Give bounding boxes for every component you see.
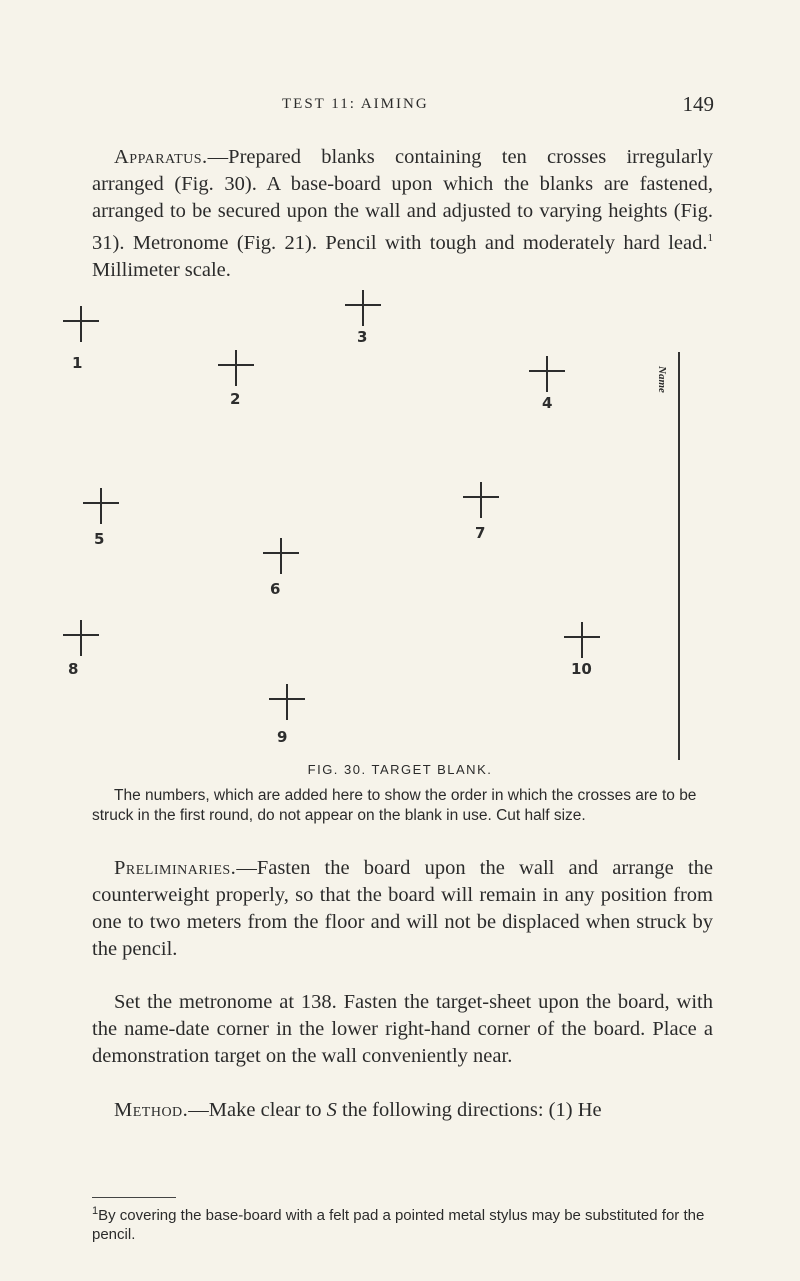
preliminaries-label: Preliminaries. [114, 857, 237, 879]
cross-number: 7 [475, 524, 486, 542]
cross-marker [463, 482, 499, 518]
cross-marker [63, 306, 99, 342]
method-paragraph [92, 1097, 713, 1124]
name-margin-rule [678, 352, 680, 760]
figure-note: The numbers, which are added here to show the order in which the crosses are to be struck in the first round, do not appear on the blank in use. Cut half size. [92, 787, 697, 824]
footnote-ref: 1 [707, 232, 713, 244]
running-head-title: TEST 11: AIMING [282, 96, 429, 112]
metronome-paragraph: Set the metronome at 138. Fasten the target-sheet upon the board, with the name-date corner in the lower right-hand corner of the board. Place a demonstration target on the wall conveniently near. [92, 991, 713, 1067]
cross-marker [218, 350, 254, 386]
apparatus-text: —Prepared blanks containing ten crosses irregularly arranged (Fig. 30). A base-board upon which the blanks are fastened, arranged to be secured upon the wall and adjusted to varying heights (Fig. 31). Metronome (Fig. 21). Pencil with tough and moderately hard lead. [92, 146, 713, 254]
footnote [92, 1202, 714, 1244]
cross-marker [529, 356, 565, 392]
cross-number: 4 [542, 394, 553, 412]
preliminaries-text: —Fasten the board upon the wall and arrange the counterweight properly, so that the board will remain in any position from one to two meters from the floor and will not be displaced when struck by the pencil. [92, 857, 713, 960]
method-label: Method. [114, 1099, 189, 1121]
footnote-rule [92, 1197, 176, 1198]
cross-number: 6 [270, 580, 281, 598]
method-text-end: the following directions: (1) He [336, 1099, 602, 1121]
cross-marker [263, 538, 299, 574]
method-text: —Make clear to [188, 1099, 327, 1121]
cross-number: 3 [357, 328, 368, 346]
cross-number: 2 [230, 390, 241, 408]
apparatus-text-end: Millimeter scale. [92, 258, 231, 281]
figure-caption: FIG. 30. TARGET BLANK. [307, 762, 493, 777]
cross-marker [83, 488, 119, 524]
cross-marker [269, 684, 305, 720]
running-head [0, 92, 800, 122]
apparatus-label: Apparatus. [114, 146, 208, 168]
cross-marker [345, 290, 381, 326]
cross-number: 1 [72, 354, 83, 372]
cross-number: 9 [277, 728, 288, 746]
cross-marker [564, 622, 600, 658]
cross-marker [63, 620, 99, 656]
footnote-marker: 1 [92, 1205, 99, 1217]
cross-number: 5 [94, 530, 105, 548]
preliminaries-paragraph [92, 855, 713, 963]
method-subject: S [326, 1099, 337, 1121]
cross-number: 10 [571, 660, 592, 678]
cross-number: 8 [68, 660, 79, 678]
target-blank-figure [60, 282, 710, 772]
page-number: 149 [682, 92, 714, 116]
footnote-text: By covering the base-board with a felt pad a pointed metal stylus may be substituted for the pencil. [92, 1207, 705, 1243]
name-margin-label: Name [656, 366, 668, 393]
apparatus-paragraph [92, 144, 713, 284]
